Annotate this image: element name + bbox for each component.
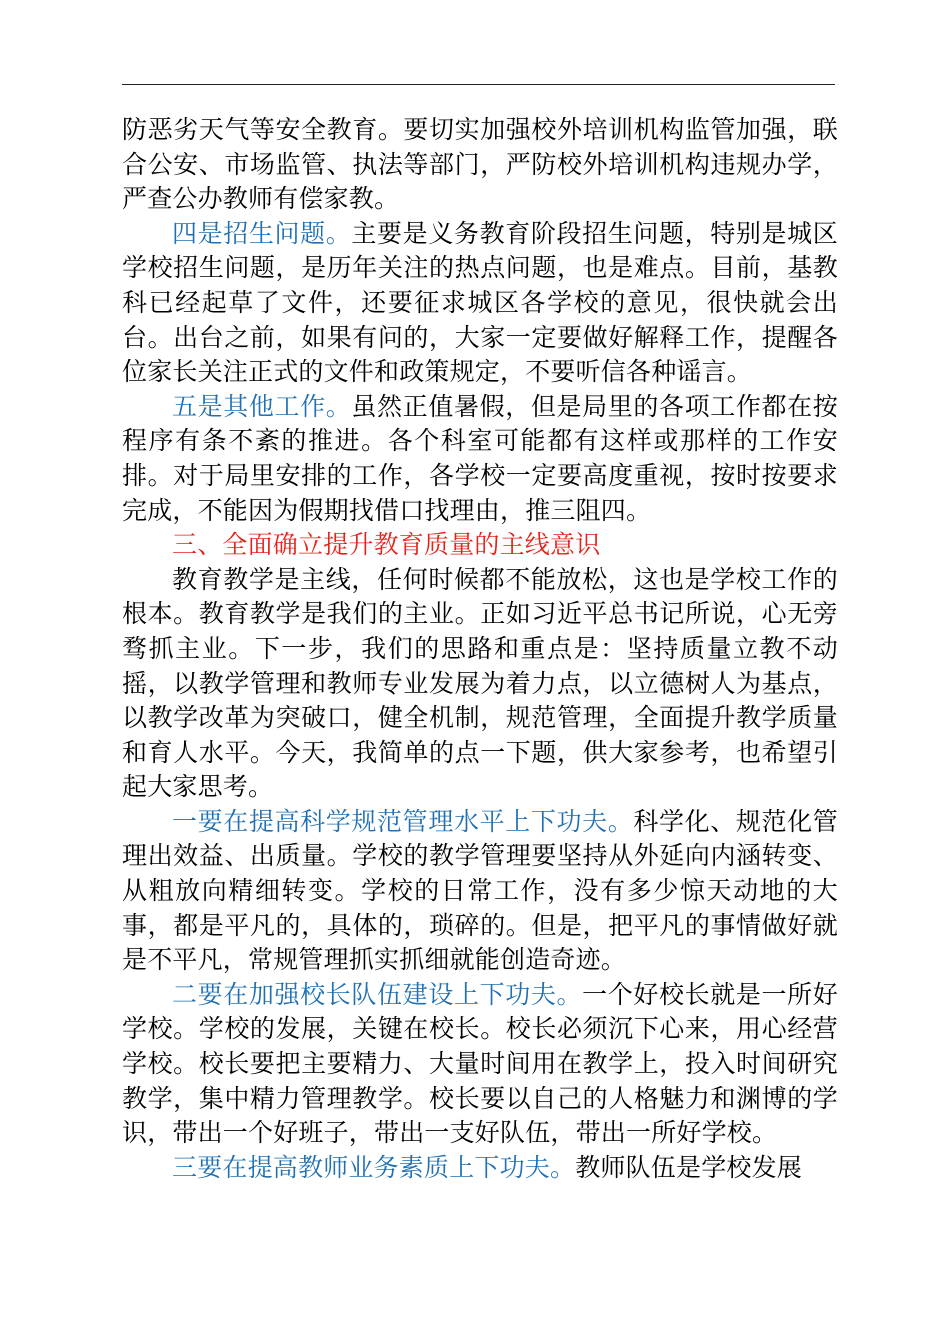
subheading-teachers: 三要在提高教师业务素质上下功夫。 xyxy=(172,1152,576,1182)
section-heading-quality: 三、全面确立提升教育质量的主线意识 xyxy=(172,530,601,560)
header-rule xyxy=(122,84,835,85)
subheading-principals: 二要在加强校长队伍建设上下功夫。 xyxy=(172,979,583,1009)
subheading-enrollment: 四是招生问题。 xyxy=(172,218,352,248)
paragraph-teaching-mainline xyxy=(122,563,838,805)
paragraph-safety-continuation xyxy=(122,113,838,217)
paragraph-text: 防恶劣天气等安全教育。要切实加强校外培训机构监管加强，联合公安、市场监管、执法等部门，严防校外培训机构违规办学，严查公办教师有偿家教。 xyxy=(122,115,838,214)
paragraph-management xyxy=(122,805,838,978)
paragraph-text: 教育教学是主线，任何时候都不能放松，这也是学校工作的根本。教育教学是我们的主业。正如习近平总书记所说，心无旁骛抓主业。下一步，我们的思路和重点是：坚持质量立教不动摇，以教学管理和教师专业发展为着力点，以立德树人为基点，以教学改革为突破口，健全机制，规范管理，全面提升教学质量和育人水平。今天，我简单的点一下题，供大家参考，也希望引起大家思考。 xyxy=(122,564,838,802)
paragraph-text: 教师队伍是学校发展 xyxy=(575,1152,803,1182)
paragraph-text: 一个好校长就是一所好学校。学校的发展，关键在校长。校长必须沉下心来，用心经营学校。校长要把主要精力、大量时间用在教学上，投入时间研究教学，集中精力管理教学。校长要以自己的人格魅力和渊博的学识，带出一个好班子，带出一支好队伍，带出一所好学校。 xyxy=(122,979,838,1148)
paragraph-teachers xyxy=(122,1151,838,1186)
paragraph-text: 虽然正值暑假，但是局里的各项工作都在按程序有条不紊的推进。各个科室可能都有这样或那样的工作安排。对于局里安排的工作，各学校一定要高度重视，按时按要求完成，不能因为假期找借口找理由，推三阻四。 xyxy=(122,391,838,525)
paragraph-enrollment xyxy=(122,217,838,390)
paragraph-text: 主要是义务教育阶段招生问题，特别是城区学校招生问题，是历年关注的热点问题，也是难点。目前，基教科已经起草了文件，还要征求城区各学校的意见，很快就会出台。出台之前，如果有问的，大家一定要做好解释工作，提醒各位家长关注正式的文件和政策规定，不要听信各种谣言。 xyxy=(122,218,838,387)
paragraph-principals xyxy=(122,978,838,1151)
paragraph-text: 科学化、规范化管理出效益、出质量。学校的教学管理要坚持从外延向内涵转变、从粗放向精细转变。学校的日常工作，没有多少惊天动地的大事，都是平凡的，具体的，琐碎的。但是，把平凡的事情做好就是不平凡，常规管理抓实抓细就能创造奇迹。 xyxy=(122,806,838,975)
paragraph-other-work xyxy=(122,390,838,528)
subheading-other-work: 五是其他工作。 xyxy=(172,391,352,421)
subheading-management: 一要在提高科学规范管理水平上下功夫。 xyxy=(172,806,634,836)
document-body xyxy=(122,113,838,1185)
